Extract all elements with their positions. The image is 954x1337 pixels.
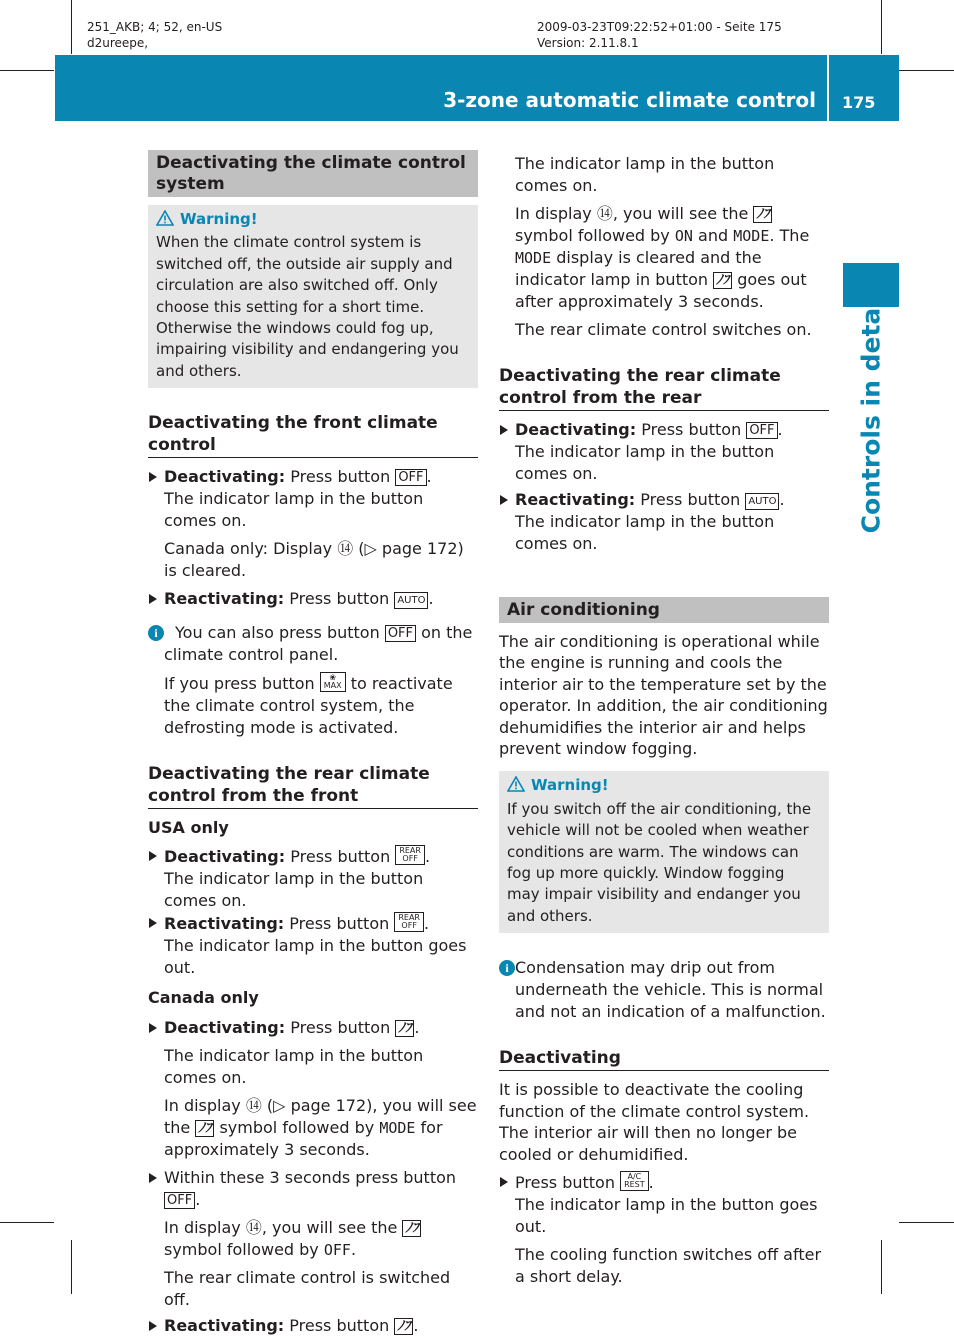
warning-text: If you switch off the air conditioning, the vehicle will not be cooled when weather conditions are warm. The windows can fog up more quickly. Window fogging may impair visibility and endanger you and others.: [507, 799, 812, 925]
on-word: ON: [674, 227, 693, 245]
step-item: Within these 3 seconds press button OFF .: [148, 1167, 478, 1211]
step-item: Reactivating: Press button AUTO .: [148, 588, 478, 610]
body-text: The air conditioning is operational while the engine is running and cools the interior air to the temperature set by the operator. In addition, the air conditioning dehumidifies the interior air and helps prevent window fogging.: [499, 632, 828, 759]
auto-button-symbol: AUTO: [745, 493, 779, 510]
crop-mark: [899, 70, 954, 71]
page-number: 175: [842, 93, 876, 112]
result-text: The cooling function switches off after a short delay.: [515, 1244, 822, 1286]
arrow-icon: [149, 1321, 157, 1331]
step-label: Deactivating:: [515, 420, 637, 439]
warning-triangle-icon: [507, 776, 525, 798]
warning-triangle-icon: [156, 210, 174, 232]
off-button-symbol: OFF: [385, 625, 416, 642]
display-note-c: for approximately 3 seconds.: [164, 1118, 443, 1160]
step-item: Reactivating: Press button REAR OFF .: [148, 912, 478, 935]
info-text: on the climate control panel.: [164, 623, 473, 665]
ac-label: A/C: [627, 1171, 642, 1181]
defrost-max-button-symbol: ❀ MAX: [320, 672, 346, 692]
meta-right: [537, 19, 782, 51]
display-text: followed by: [226, 1240, 319, 1260]
arrow-icon: [500, 495, 508, 505]
rear-fan-button-symbol: ﾉﾌ: [395, 1020, 414, 1037]
step-text: Press button: [290, 1018, 391, 1038]
step-text: Within these 3 seconds press button: [164, 1168, 457, 1188]
mode-word: MODE: [379, 1119, 416, 1138]
step-label: Reactivating:: [515, 490, 636, 509]
step-text: Press button: [515, 1172, 615, 1192]
info-note: [148, 622, 478, 666]
warning-box: [499, 771, 829, 933]
display-note: [148, 1095, 478, 1161]
info-icon: i: [148, 625, 164, 641]
step-item: Press button A/C REST .: [499, 1171, 829, 1194]
step-text: Press button: [289, 914, 390, 934]
off-button-symbol: OFF: [395, 469, 426, 486]
rear-label: REAR: [399, 846, 421, 856]
step-label: Deactivating:: [164, 467, 286, 487]
step-label: Deactivating:: [164, 1018, 286, 1038]
rear-fan-button-symbol: ﾉﾌ: [402, 1220, 421, 1237]
display-note: [499, 203, 829, 313]
step-label: Reactivating:: [164, 914, 285, 934]
canada-only-heading: Canada only: [148, 988, 259, 1008]
arrow-icon: [149, 594, 157, 604]
step-item: Reactivating: Press button ﾉﾌ .: [148, 1315, 478, 1337]
body-text: It is possible to deactivate the cooling function of the climate control system. The interior air will then no longer be cooled or dehumidified.: [499, 1080, 810, 1164]
warning-box: [148, 205, 478, 388]
display-text: goes out after approximately 3 seconds.: [515, 270, 807, 311]
ac-rest-button-symbol: [620, 1171, 649, 1191]
crop-mark: [899, 1222, 954, 1223]
rear-fan-button-symbol: ﾉﾌ: [195, 1120, 214, 1137]
result-text: The indicator lamp in the button comes on.: [515, 154, 775, 195]
step-text: Press button: [290, 847, 391, 867]
page-header: [55, 55, 899, 121]
step-item: Deactivating: Press button OFF .: [148, 466, 478, 488]
display-text: . The: [769, 226, 810, 245]
subheading-front: Deactivating the front climate control: [148, 412, 478, 458]
left-column: [148, 150, 478, 1337]
off-word: OFF: [323, 1241, 351, 1260]
warning-title: Warning!: [531, 776, 609, 795]
rear-off-button-symbol: [395, 845, 425, 865]
meta-right-line1: 2009-03-23T09:22:52+01:00 - Seite 175: [537, 20, 782, 34]
meta-right-line2: Version: 2.11.8.1: [537, 36, 639, 50]
display-note-b: symbol followed by: [219, 1118, 375, 1138]
arrow-icon: [149, 1173, 157, 1183]
step-item: Deactivating: Press button ﾉﾌ .: [148, 1017, 478, 1039]
result-text: The indicator lamp in the button goes out.: [515, 1194, 818, 1236]
result-text: The indicator lamp in the button comes on.: [164, 869, 424, 911]
arrow-icon: [149, 1023, 157, 1033]
info-text: Condensation may drip out from underneath the vehicle. This is normal and not an indication of a malfunction.: [515, 958, 826, 1022]
arrow-icon: [500, 1177, 508, 1187]
subheading-rear-rear: Deactivating the rear climate control from the rear: [499, 365, 829, 411]
step-text: Press button: [289, 1316, 390, 1336]
warning-text: When the climate control system is switched off, the outside air supply and circulation are also switched off. Only choose this setting for a short time. Otherwise the windows could fog up, impairing visibility and endangering you and others.: [156, 233, 459, 380]
info-text: You can also press button: [175, 623, 380, 643]
meta-left-line2: d2ureepe,: [87, 36, 149, 50]
arrow-icon: [500, 425, 508, 435]
info-icon: i: [499, 960, 515, 976]
section-heading: Air conditioning: [499, 597, 829, 623]
result-text: The indicator lamp in the button goes out.: [164, 936, 467, 978]
arrow-icon: [149, 918, 157, 928]
off-button-symbol: OFF: [746, 422, 777, 439]
step-text: Press button: [641, 420, 742, 439]
display-text: and: [698, 226, 729, 245]
info-text-b: to reactivate the climate control system, the defrosting mode is activated.: [164, 674, 453, 738]
mode-word: MODE: [515, 249, 552, 267]
step-item: Reactivating: Press button AUTO .: [499, 489, 829, 511]
result-text: The indicator lamp in the button comes on.: [164, 489, 424, 531]
info-text-a: If you press button: [164, 674, 315, 694]
warning-title: Warning!: [180, 210, 258, 228]
off-label: OFF: [401, 921, 417, 931]
defrost-label: MAX: [323, 681, 342, 691]
display-text: symbol: [164, 1240, 222, 1260]
rear-off-button-symbol: [394, 912, 424, 932]
crop-mark: [881, 0, 882, 54]
crop-mark: [71, 0, 72, 54]
result-text: The rear climate control switches on.: [515, 320, 812, 339]
step-label: Reactivating:: [164, 589, 285, 609]
display-text: In display ⑭, you will see the: [515, 204, 749, 223]
auto-button-symbol: AUTO: [394, 592, 428, 609]
canada-note: Canada only: Display ⑭ (▷ page 172) is cleared.: [164, 539, 464, 581]
display-text: followed by: [577, 226, 670, 245]
right-column: [499, 150, 829, 1288]
crop-mark: [0, 70, 54, 71]
display-text: In display ⑭, you will see the: [164, 1218, 398, 1238]
result-text: The indicator lamp in the button comes on.: [515, 442, 775, 483]
display-text: symbol: [515, 226, 573, 245]
rear-fan-button-symbol: ﾉﾌ: [753, 206, 772, 223]
page-title: 3-zone automatic climate control: [443, 88, 816, 112]
rear-fan-button-symbol: ﾉﾌ: [394, 1318, 413, 1335]
arrow-icon: [149, 472, 157, 482]
crop-mark: [0, 1222, 54, 1223]
result-text: The rear climate control is switched off.: [164, 1268, 451, 1310]
crop-mark: [71, 1240, 72, 1294]
step-label: Deactivating:: [164, 847, 286, 867]
result-text: The indicator lamp in the button comes on.: [164, 1046, 424, 1088]
usa-only-heading: USA only: [148, 818, 229, 838]
side-tab-label: Controls in detail: [856, 290, 886, 534]
display-note-a: In display ⑭ (▷ page 172), you will see the: [164, 1096, 477, 1138]
display-note: In display ⑭, you will see the ﾉﾌ symbol followed by OFF.: [148, 1217, 478, 1261]
off-label: OFF: [402, 854, 418, 864]
step-item: Deactivating: Press button OFF .: [499, 419, 829, 441]
step-text: Press button: [290, 467, 391, 487]
subheading-deactivating: Deactivating: [499, 1047, 829, 1071]
rear-fan-button-symbol: ﾉﾌ: [713, 272, 732, 289]
subheading-rear-front: Deactivating the rear climate control from the front: [148, 763, 478, 809]
info-note: [499, 957, 829, 1023]
step-text: Press button: [289, 589, 390, 609]
step-text: Press button: [640, 490, 741, 509]
meta-left: [87, 19, 222, 51]
off-button-symbol: OFF: [164, 1192, 195, 1209]
result-text: The indicator lamp in the button comes on.: [515, 512, 775, 553]
info-text: [148, 672, 478, 739]
header-divider: [827, 55, 829, 121]
meta-left-line1: 251_AKB; 4; 52, en-US: [87, 20, 223, 34]
display-text: display is cleared and the indicator lamp in button: [515, 248, 762, 289]
step-item: Deactivating: Press button REAR OFF .: [148, 845, 478, 868]
mode-word: MODE: [733, 227, 770, 245]
arrow-icon: [149, 851, 157, 861]
section-heading: Deactivating the climate control system: [148, 150, 478, 197]
rear-label: REAR: [398, 913, 420, 923]
step-label: Reactivating:: [164, 1316, 285, 1336]
rest-label: REST: [624, 1179, 645, 1189]
crop-mark: [881, 1240, 882, 1294]
